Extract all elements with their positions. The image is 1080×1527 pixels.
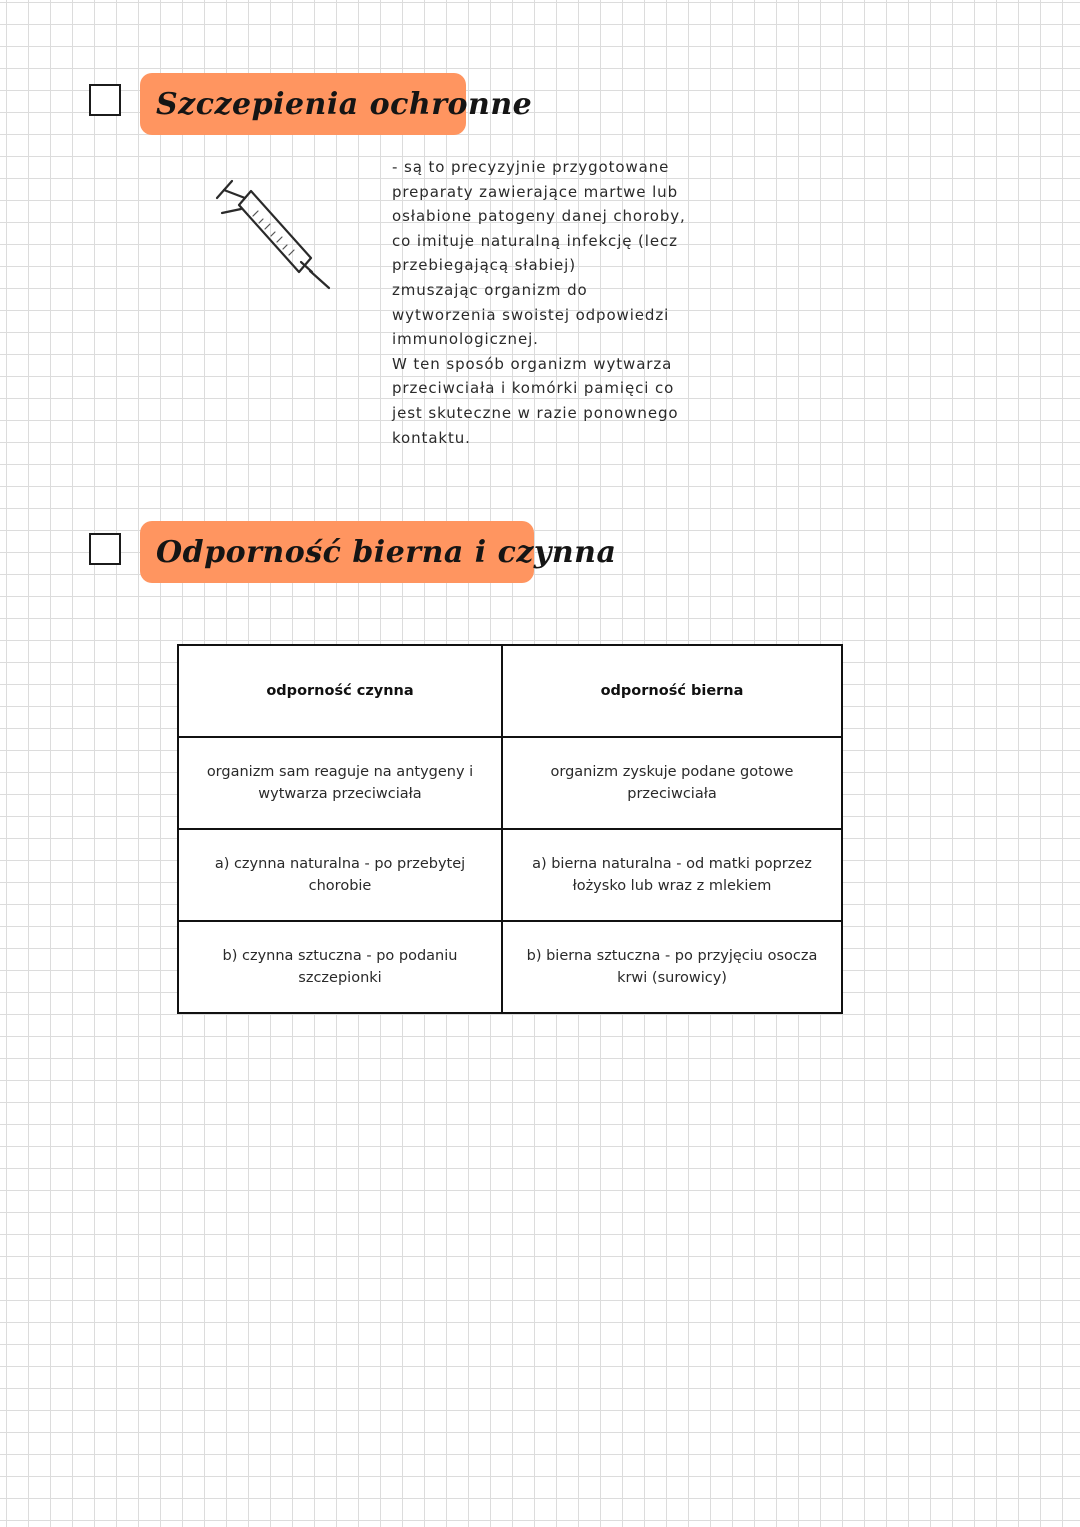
section2-checkbox[interactable]: [89, 533, 121, 565]
section2-title-badge: [140, 521, 617, 583]
table-cell: organizm zyskuje podane gotowe przeciwciała: [502, 737, 842, 829]
header-active-immunity: odporność czynna: [178, 645, 502, 737]
section2-title: Odporność bierna i czynna: [156, 534, 617, 570]
desc-line: wytworzenia swoistej odpowiedzi: [392, 305, 670, 324]
vaccination-description: [392, 155, 712, 450]
table-cell: organizm sam reaguje na antygeny i wytwarza przeciwciała: [178, 737, 502, 829]
table-row: [178, 829, 842, 921]
table-cell: a) czynna naturalna - po przebytej chorobie: [178, 829, 502, 921]
table-cell: b) bierna sztuczna - po przyjęciu osocza krwi (surowicy): [502, 921, 842, 1013]
syringe-icon: [213, 178, 333, 293]
desc-line: W ten sposób organizm wytwarza: [392, 354, 673, 373]
header-passive-immunity: odporność bierna: [502, 645, 842, 737]
desc-line: przeciwciała i komórki pamięci co: [392, 379, 675, 398]
desc-line: preparaty zawierające martwe lub: [392, 182, 678, 201]
desc-line: jest skuteczne w razie ponownego: [392, 403, 679, 422]
table-row: [178, 921, 842, 1013]
section1-checkbox[interactable]: [89, 84, 121, 116]
desc-line: - są to precyzyjnie przygotowane: [392, 158, 670, 176]
desc-line: przebiegającą słabiej): [392, 256, 576, 275]
desc-line: co imituje naturalną infekcję (lecz: [392, 231, 678, 250]
table-header-row: [178, 645, 842, 737]
desc-line: zmuszając organizm do: [392, 280, 588, 299]
immunity-table: [177, 644, 843, 1014]
table-cell: a) bierna naturalna - od matki poprzez łożysko lub wraz z mlekiem: [502, 829, 842, 921]
desc-line: osłabione patogeny danej choroby,: [392, 207, 686, 226]
desc-line: immunologicznej.: [392, 330, 539, 349]
section1-title-badge: [140, 73, 533, 135]
table-cell: b) czynna sztuczna - po podaniu szczepionki: [178, 921, 502, 1013]
desc-line: kontaktu.: [392, 428, 471, 447]
table-row: [178, 737, 842, 829]
section1-title: Szczepienia ochronne: [156, 86, 533, 122]
